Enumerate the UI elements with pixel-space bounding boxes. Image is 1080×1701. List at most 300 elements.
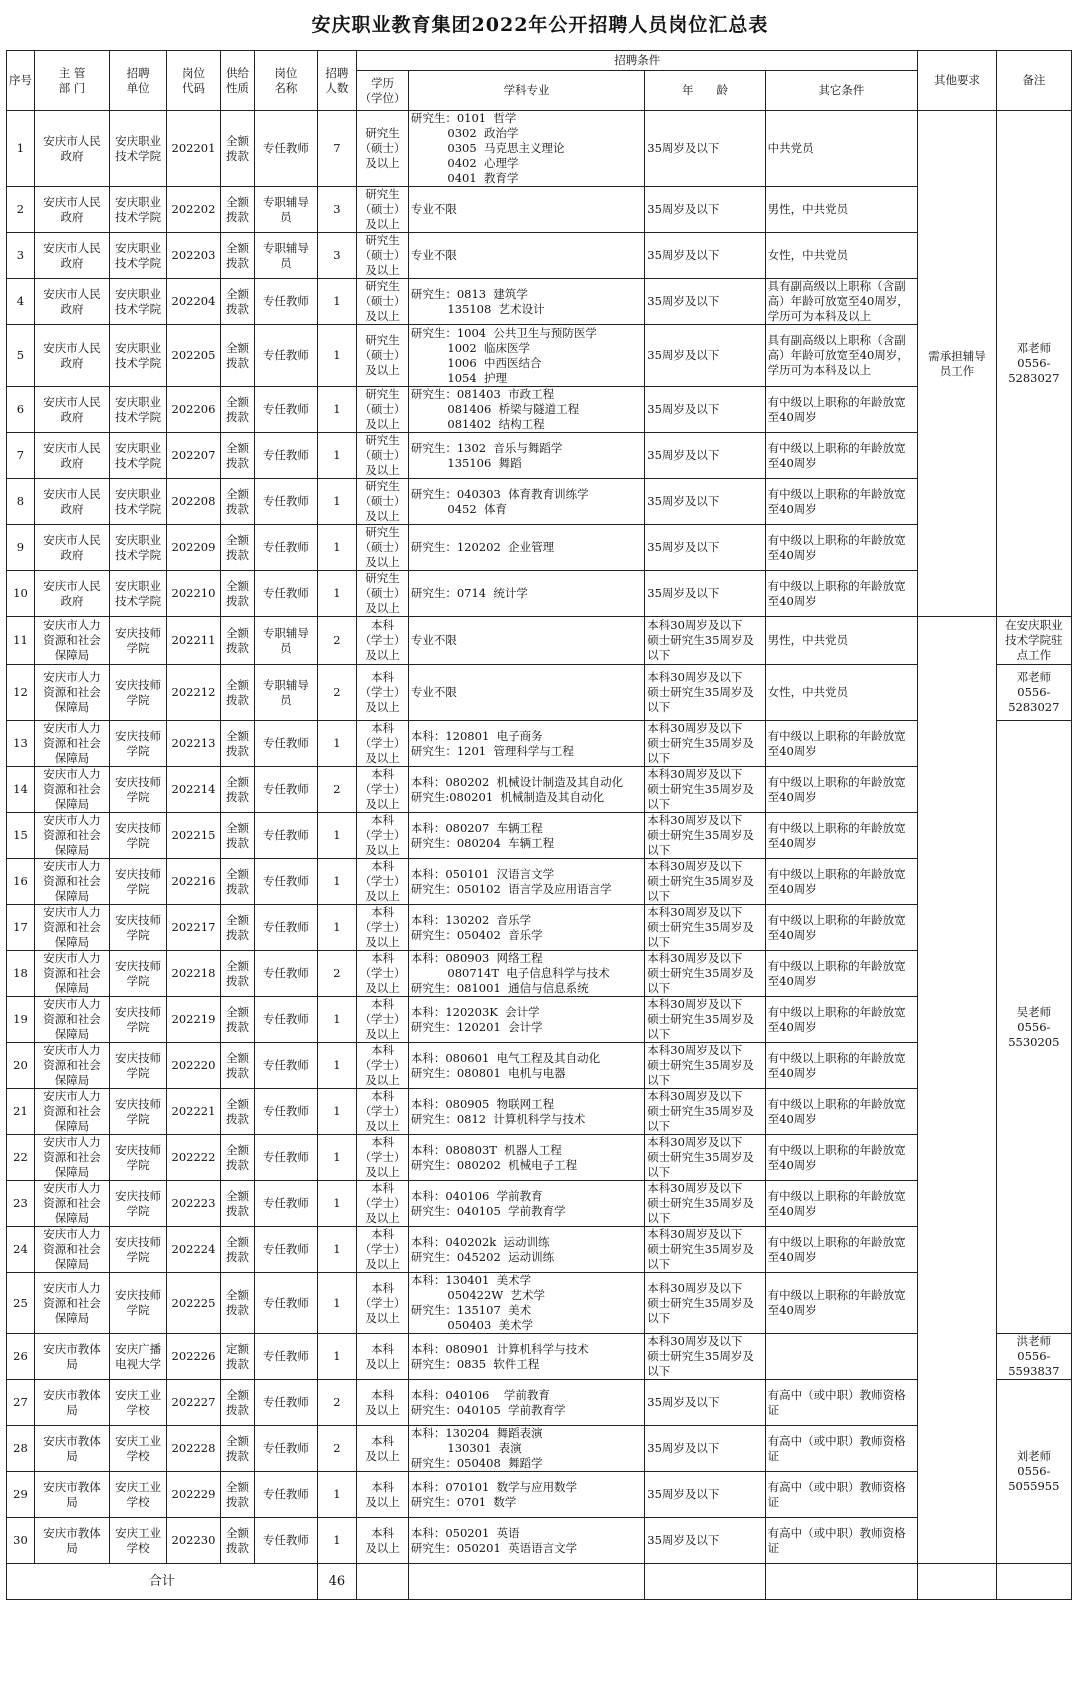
- cell-code: 202211: [167, 617, 221, 665]
- cell-dept: 安庆市教体 局: [34, 1334, 109, 1380]
- cell-unit: 安庆技师 学院: [110, 1181, 167, 1227]
- cell-funding: 全额 拨款: [220, 279, 254, 325]
- cell-code: 202212: [167, 665, 221, 721]
- empty-cell: [996, 1564, 1071, 1600]
- cell-edu: 研究生 （硕士） 及以上: [357, 279, 409, 325]
- cell-funding: 全额 拨款: [220, 479, 254, 525]
- table-row: [7, 1426, 1072, 1472]
- cell-major: 本科：040202k 运动训练 研究生：045202 运动训练: [408, 1227, 644, 1273]
- cell-dept: 安庆市教体 局: [34, 1426, 109, 1472]
- cell-funding: 全额 拨款: [220, 721, 254, 767]
- cell-major: 本科：080905 物联网工程 研究生：0812 计算机科学与技术: [408, 1089, 644, 1135]
- cell-position: 专任教师: [255, 859, 317, 905]
- cell-unit: 安庆技师 学院: [110, 905, 167, 951]
- cell-seq: 23: [7, 1181, 35, 1227]
- cell-seq: 24: [7, 1227, 35, 1273]
- cell-dept: 安庆市人力 资源和社会 保障局: [34, 813, 109, 859]
- cell-seq: 9: [7, 525, 35, 571]
- cell-major: 本科：080207 车辆工程 研究生：080204 车辆工程: [408, 813, 644, 859]
- cell-other-cond: 有高中（或中职）教师资格证: [765, 1472, 918, 1518]
- cell-edu: 研究生 （硕士） 及以上: [357, 479, 409, 525]
- cell-seq: 20: [7, 1043, 35, 1089]
- cell-other-cond: 有中级以上职称的年龄放宽至40周岁: [765, 721, 918, 767]
- cell-count: 2: [317, 617, 357, 665]
- cell-unit: 安庆工业 学校: [110, 1426, 167, 1472]
- cell-seq: 19: [7, 997, 35, 1043]
- cell-other-cond: 有中级以上职称的年龄放宽至40周岁: [765, 1227, 918, 1273]
- cell-funding: 全额 拨款: [220, 1472, 254, 1518]
- header-funding: 供给 性质: [220, 51, 254, 111]
- cell-edu: 本科 （学士） 及以上: [357, 813, 409, 859]
- empty-cell: [918, 1564, 996, 1600]
- cell-position: 专职辅导员: [255, 617, 317, 665]
- cell-funding: 全额 拨款: [220, 1518, 254, 1564]
- cell-position: 专任教师: [255, 1181, 317, 1227]
- cell-dept: 安庆市人民 政府: [34, 279, 109, 325]
- cell-code: 202228: [167, 1426, 221, 1472]
- cell-code: 202201: [167, 111, 221, 187]
- cell-funding: 全额 拨款: [220, 767, 254, 813]
- cell-dept: 安庆市人民 政府: [34, 387, 109, 433]
- cell-other-cond: 有中级以上职称的年龄放宽至40周岁: [765, 1043, 918, 1089]
- cell-age: 35周岁及以下: [645, 571, 765, 617]
- cell-seq: 21: [7, 1089, 35, 1135]
- table-row: [7, 951, 1072, 997]
- cell-seq: 30: [7, 1518, 35, 1564]
- cell-seq: 22: [7, 1135, 35, 1181]
- cell-funding: 全额 拨款: [220, 617, 254, 665]
- cell-dept: 安庆市人民 政府: [34, 571, 109, 617]
- table-row: [7, 1089, 1072, 1135]
- cell-count: 1: [317, 525, 357, 571]
- header-other-cond: 其它条件: [765, 71, 918, 111]
- cell-code: 202209: [167, 525, 221, 571]
- cell-funding: 全额 拨款: [220, 1089, 254, 1135]
- cell-other-cond: 具有副高级以上职称（含副高）年龄可放宽至40周岁，学历可为本科及以上: [765, 325, 918, 387]
- cell-funding: 全额 拨款: [220, 859, 254, 905]
- total-label: 合计: [7, 1564, 318, 1600]
- cell-other-cond: 有中级以上职称的年龄放宽至40周岁: [765, 1135, 918, 1181]
- cell-edu: 本科 （学士） 及以上: [357, 1135, 409, 1181]
- cell-other-cond: 中共党员: [765, 111, 918, 187]
- cell-count: 1: [317, 1043, 357, 1089]
- header-row-1: [7, 51, 1072, 71]
- cell-code: 202220: [167, 1043, 221, 1089]
- cell-major: 研究生：1004 公共卫生与预防医学 1002 临床医学 1006 中西医结合 1054 护理: [408, 325, 644, 387]
- table-row: [7, 1043, 1072, 1089]
- cell-dept: 安庆市人民 政府: [34, 525, 109, 571]
- cell-remarks: 邓老师 0556- 5283027: [996, 665, 1071, 721]
- cell-funding: 全额 拨款: [220, 1135, 254, 1181]
- cell-edu: 本科 （学士） 及以上: [357, 859, 409, 905]
- cell-dept: 安庆市人力 资源和社会 保障局: [34, 767, 109, 813]
- cell-other-cond: 有中级以上职称的年龄放宽至40周岁: [765, 571, 918, 617]
- cell-count: 1: [317, 1089, 357, 1135]
- cell-seq: 5: [7, 325, 35, 387]
- cell-count: 2: [317, 767, 357, 813]
- cell-seq: 17: [7, 905, 35, 951]
- cell-dept: 安庆市教体 局: [34, 1380, 109, 1426]
- cell-code: 202205: [167, 325, 221, 387]
- cell-count: 1: [317, 1181, 357, 1227]
- cell-dept: 安庆市人民 政府: [34, 433, 109, 479]
- cell-age: 35周岁及以下: [645, 233, 765, 279]
- cell-other-cond: 有高中（或中职）教师资格证: [765, 1380, 918, 1426]
- total-count: 46: [317, 1564, 357, 1600]
- cell-unit: 安庆职业 技术学院: [110, 111, 167, 187]
- cell-unit: 安庆技师 学院: [110, 1227, 167, 1273]
- cell-position: 专任教师: [255, 813, 317, 859]
- cell-seq: 29: [7, 1472, 35, 1518]
- cell-count: 1: [317, 1472, 357, 1518]
- cell-seq: 4: [7, 279, 35, 325]
- cell-major: 本科：130204 舞蹈表演 130301 表演 研究生：050408 舞蹈学: [408, 1426, 644, 1472]
- cell-funding: 全额 拨款: [220, 111, 254, 187]
- cell-code: 202204: [167, 279, 221, 325]
- cell-count: 1: [317, 1135, 357, 1181]
- cell-unit: 安庆职业 技术学院: [110, 279, 167, 325]
- cell-unit: 安庆职业 技术学院: [110, 187, 167, 233]
- cell-other-cond: [765, 1334, 918, 1380]
- cell-funding: 全额 拨款: [220, 187, 254, 233]
- cell-age: 本科30周岁及以下 硕士研究生35周岁及 以下: [645, 617, 765, 665]
- cell-position: 专任教师: [255, 905, 317, 951]
- table-row: [7, 233, 1072, 279]
- cell-major: 专业不限: [408, 187, 644, 233]
- cell-age: 本科30周岁及以下 硕士研究生35周岁及 以下: [645, 1227, 765, 1273]
- cell-position: 专任教师: [255, 1089, 317, 1135]
- cell-age: 35周岁及以下: [645, 1380, 765, 1426]
- table-row: [7, 571, 1072, 617]
- cell-dept: 安庆市人民 政府: [34, 111, 109, 187]
- cell-position: 专任教师: [255, 997, 317, 1043]
- cell-major: 本科：130401 美术学 050422W 艺术学 研究生：135107 美术 050403 美术学: [408, 1273, 644, 1334]
- cell-other-cond: 有高中（或中职）教师资格证: [765, 1426, 918, 1472]
- cell-count: 1: [317, 905, 357, 951]
- cell-edu: 本科 及以上: [357, 1518, 409, 1564]
- cell-unit: 安庆技师 学院: [110, 1089, 167, 1135]
- cell-code: 202218: [167, 951, 221, 997]
- cell-other-cond: 有中级以上职称的年龄放宽至40周岁: [765, 813, 918, 859]
- cell-funding: 全额 拨款: [220, 571, 254, 617]
- cell-position: 专任教师: [255, 721, 317, 767]
- cell-edu: 研究生 （硕士） 及以上: [357, 433, 409, 479]
- cell-edu: 研究生 （硕士） 及以上: [357, 325, 409, 387]
- table-row: [7, 433, 1072, 479]
- cell-seq: 14: [7, 767, 35, 813]
- cell-major: 研究生：1302 音乐与舞蹈学 135106 舞蹈: [408, 433, 644, 479]
- table-row: [7, 525, 1072, 571]
- cell-seq: 16: [7, 859, 35, 905]
- cell-funding: 全额 拨款: [220, 1426, 254, 1472]
- table-row: [7, 1227, 1072, 1273]
- cell-code: 202224: [167, 1227, 221, 1273]
- table-row: [7, 325, 1072, 387]
- page-title: 安庆职业教育集团2022年公开招聘人员岗位汇总表: [311, 14, 769, 36]
- cell-seq: 7: [7, 433, 35, 479]
- cell-position: 专任教师: [255, 325, 317, 387]
- header-count: 招聘 人数: [317, 51, 357, 111]
- table-row: [7, 111, 1072, 187]
- table-row: [7, 1273, 1072, 1334]
- cell-remarks: 在安庆职业 技术学院驻 点工作: [996, 617, 1071, 665]
- cell-count: 1: [317, 859, 357, 905]
- cell-other-req: [918, 617, 996, 1564]
- cell-age: 本科30周岁及以下 硕士研究生35周岁及 以下: [645, 1273, 765, 1334]
- cell-position: 专任教师: [255, 1472, 317, 1518]
- cell-dept: 安庆市人力 资源和社会 保障局: [34, 617, 109, 665]
- cell-dept: 安庆市人民 政府: [34, 479, 109, 525]
- header-unit: 招聘 单位: [110, 51, 167, 111]
- cell-other-cond: 有高中（或中职）教师资格证: [765, 1518, 918, 1564]
- cell-seq: 18: [7, 951, 35, 997]
- cell-position: 专任教师: [255, 479, 317, 525]
- cell-other-cond: 有中级以上职称的年龄放宽至40周岁: [765, 1089, 918, 1135]
- cell-count: 1: [317, 571, 357, 617]
- cell-age: 35周岁及以下: [645, 433, 765, 479]
- cell-major: 本科：050101 汉语言文学 研究生：050102 语言学及应用语言学: [408, 859, 644, 905]
- cell-funding: 定额 拨款: [220, 1334, 254, 1380]
- table-row: [7, 997, 1072, 1043]
- cell-unit: 安庆技师 学院: [110, 859, 167, 905]
- cell-count: 1: [317, 279, 357, 325]
- table-row: [7, 1518, 1072, 1564]
- cell-major: 本科：120203K 会计学 研究生：120201 会计学: [408, 997, 644, 1043]
- cell-seq: 6: [7, 387, 35, 433]
- cell-code: 202214: [167, 767, 221, 813]
- table-row: [7, 721, 1072, 767]
- cell-funding: 全额 拨款: [220, 1227, 254, 1273]
- cell-seq: 12: [7, 665, 35, 721]
- cell-age: 本科30周岁及以下 硕士研究生35周岁及 以下: [645, 859, 765, 905]
- table-row: [7, 905, 1072, 951]
- total-row: [7, 1564, 1072, 1600]
- cell-funding: 全额 拨款: [220, 1273, 254, 1334]
- cell-unit: 安庆技师 学院: [110, 665, 167, 721]
- cell-other-cond: 男性，中共党员: [765, 617, 918, 665]
- cell-code: 202203: [167, 233, 221, 279]
- cell-other-cond: 有中级以上职称的年龄放宽至40周岁: [765, 433, 918, 479]
- cell-age: 本科30周岁及以下 硕士研究生35周岁及 以下: [645, 905, 765, 951]
- cell-position: 专任教师: [255, 1426, 317, 1472]
- cell-position: 专任教师: [255, 1227, 317, 1273]
- cell-dept: 安庆市人力 资源和社会 保障局: [34, 951, 109, 997]
- cell-major: 本科：120801 电子商务 研究生：1201 管理科学与工程: [408, 721, 644, 767]
- cell-unit: 安庆工业 学校: [110, 1518, 167, 1564]
- cell-dept: 安庆市人力 资源和社会 保障局: [34, 997, 109, 1043]
- cell-code: 202221: [167, 1089, 221, 1135]
- cell-seq: 1: [7, 111, 35, 187]
- cell-seq: 25: [7, 1273, 35, 1334]
- table-row: [7, 767, 1072, 813]
- cell-major: 本科：070101 数学与应用数学 研究生：0701 数学: [408, 1472, 644, 1518]
- cell-edu: 本科 （学士） 及以上: [357, 767, 409, 813]
- cell-funding: 全额 拨款: [220, 525, 254, 571]
- cell-dept: 安庆市人力 资源和社会 保障局: [34, 665, 109, 721]
- cell-code: 202207: [167, 433, 221, 479]
- cell-major: 研究生：0813 建筑学 135108 艺术设计: [408, 279, 644, 325]
- cell-dept: 安庆市人力 资源和社会 保障局: [34, 905, 109, 951]
- cell-other-cond: 有中级以上职称的年龄放宽至40周岁: [765, 859, 918, 905]
- cell-other-cond: 女性，中共党员: [765, 233, 918, 279]
- cell-unit: 安庆职业 技术学院: [110, 433, 167, 479]
- cell-other-cond: 有中级以上职称的年龄放宽至40周岁: [765, 479, 918, 525]
- cell-code: 202202: [167, 187, 221, 233]
- table-row: [7, 1380, 1072, 1426]
- cell-unit: 安庆技师 学院: [110, 951, 167, 997]
- cell-count: 1: [317, 433, 357, 479]
- cell-count: 7: [317, 111, 357, 187]
- cell-age: 35周岁及以下: [645, 525, 765, 571]
- cell-dept: 安庆市人民 政府: [34, 325, 109, 387]
- table-row: [7, 479, 1072, 525]
- cell-dept: 安庆市教体 局: [34, 1472, 109, 1518]
- cell-position: 专任教师: [255, 571, 317, 617]
- cell-major: 研究生：040303 体育教育训练学 0452 体育: [408, 479, 644, 525]
- cell-unit: 安庆技师 学院: [110, 1273, 167, 1334]
- cell-edu: 本科 （学士） 及以上: [357, 1089, 409, 1135]
- cell-edu: 本科 （学士） 及以上: [357, 1227, 409, 1273]
- cell-position: 专任教师: [255, 767, 317, 813]
- cell-age: 本科30周岁及以下 硕士研究生35周岁及 以下: [645, 1181, 765, 1227]
- cell-unit: 安庆技师 学院: [110, 767, 167, 813]
- cell-major: 研究生：081403 市政工程 081406 桥梁与隧道工程 081402 结构工程: [408, 387, 644, 433]
- cell-age: 35周岁及以下: [645, 1426, 765, 1472]
- header-seq: 序号: [7, 51, 35, 111]
- cell-remarks: 刘老师 0556- 5055955: [996, 1380, 1071, 1564]
- cell-dept: 安庆市人力 资源和社会 保障局: [34, 1135, 109, 1181]
- cell-code: 202216: [167, 859, 221, 905]
- table-row: [7, 1135, 1072, 1181]
- cell-position: 专任教师: [255, 433, 317, 479]
- cell-dept: 安庆市人力 资源和社会 保障局: [34, 1043, 109, 1089]
- cell-age: 本科30周岁及以下 硕士研究生35周岁及 以下: [645, 997, 765, 1043]
- cell-age: 35周岁及以下: [645, 279, 765, 325]
- cell-funding: 全额 拨款: [220, 1181, 254, 1227]
- table-row: [7, 1181, 1072, 1227]
- cell-other-cond: 有中级以上职称的年龄放宽至40周岁: [765, 387, 918, 433]
- cell-unit: 安庆技师 学院: [110, 1043, 167, 1089]
- cell-age: 本科30周岁及以下 硕士研究生35周岁及 以下: [645, 1334, 765, 1380]
- cell-remarks: 吴老师 0556- 5530205: [996, 721, 1071, 1334]
- cell-seq: 10: [7, 571, 35, 617]
- cell-seq: 11: [7, 617, 35, 665]
- cell-major: 本科：080202 机械设计制造及其自动化 研究生:080201 机械制造及其自动化: [408, 767, 644, 813]
- header-dept: 主 管 部 门: [34, 51, 109, 111]
- cell-dept: 安庆市人力 资源和社会 保障局: [34, 1181, 109, 1227]
- cell-age: 本科30周岁及以下 硕士研究生35周岁及 以下: [645, 951, 765, 997]
- cell-unit: 安庆技师 学院: [110, 617, 167, 665]
- cell-funding: 全额 拨款: [220, 1380, 254, 1426]
- cell-major: 研究生：0101 哲学 0302 政治学 0305 马克思主义理论 0402 心理学 0401 教育学: [408, 111, 644, 187]
- cell-count: 2: [317, 1380, 357, 1426]
- cell-remarks: 洪老师 0556- 5593837: [996, 1334, 1071, 1380]
- cell-other-cond: 有中级以上职称的年龄放宽至40周岁: [765, 905, 918, 951]
- cell-seq: 8: [7, 479, 35, 525]
- cell-other-cond: 有中级以上职称的年龄放宽至40周岁: [765, 1273, 918, 1334]
- cell-count: 1: [317, 1227, 357, 1273]
- cell-code: 202229: [167, 1472, 221, 1518]
- cell-count: 2: [317, 1426, 357, 1472]
- cell-major: 本科：080601 电气工程及其自动化 研究生：080801 电机与电器: [408, 1043, 644, 1089]
- cell-major: 专业不限: [408, 617, 644, 665]
- header-age: 年 龄: [645, 71, 765, 111]
- header-edu: 学历 （学位）: [357, 71, 409, 111]
- cell-code: 202213: [167, 721, 221, 767]
- cell-position: 专职辅导员: [255, 233, 317, 279]
- cell-code: 202225: [167, 1273, 221, 1334]
- cell-other-cond: 有中级以上职称的年龄放宽至40周岁: [765, 767, 918, 813]
- cell-major: 本科：080901 计算机科学与技术 研究生：0835 软件工程: [408, 1334, 644, 1380]
- cell-seq: 28: [7, 1426, 35, 1472]
- cell-edu: 本科 及以上: [357, 1334, 409, 1380]
- table-row: [7, 187, 1072, 233]
- cell-count: 1: [317, 721, 357, 767]
- recruitment-table: [6, 50, 1072, 1600]
- cell-unit: 安庆职业 技术学院: [110, 479, 167, 525]
- cell-seq: 15: [7, 813, 35, 859]
- cell-seq: 3: [7, 233, 35, 279]
- cell-major: 本科：080903 网络工程 080714T 电子信息科学与技术 研究生：081001 通信与信息系统: [408, 951, 644, 997]
- header-code: 岗位 代码: [167, 51, 221, 111]
- cell-funding: 全额 拨款: [220, 233, 254, 279]
- cell-age: 本科30周岁及以下 硕士研究生35周岁及 以下: [645, 767, 765, 813]
- cell-edu: 研究生 （硕士） 及以上: [357, 525, 409, 571]
- cell-age: 35周岁及以下: [645, 325, 765, 387]
- cell-age: 本科30周岁及以下 硕士研究生35周岁及 以下: [645, 721, 765, 767]
- cell-edu: 本科 （学士） 及以上: [357, 905, 409, 951]
- cell-dept: 安庆市人民 政府: [34, 233, 109, 279]
- cell-unit: 安庆工业 学校: [110, 1380, 167, 1426]
- table-row: [7, 813, 1072, 859]
- cell-edu: 本科 （学士） 及以上: [357, 1043, 409, 1089]
- cell-count: 1: [317, 479, 357, 525]
- cell-edu: 研究生 （硕士） 及以上: [357, 387, 409, 433]
- empty-cell: [645, 1564, 765, 1600]
- cell-position: 专任教师: [255, 951, 317, 997]
- cell-count: 2: [317, 951, 357, 997]
- cell-age: 35周岁及以下: [645, 1518, 765, 1564]
- header-conditions: 招聘条件: [357, 51, 918, 71]
- cell-count: 1: [317, 1334, 357, 1380]
- empty-cell: [357, 1564, 409, 1600]
- header-major: 学科专业: [408, 71, 644, 111]
- cell-funding: 全额 拨款: [220, 387, 254, 433]
- cell-dept: 安庆市人民 政府: [34, 187, 109, 233]
- cell-age: 本科30周岁及以下 硕士研究生35周岁及 以下: [645, 1089, 765, 1135]
- cell-dept: 安庆市人力 资源和社会 保障局: [34, 1273, 109, 1334]
- cell-age: 本科30周岁及以下 硕士研究生35周岁及 以下: [645, 813, 765, 859]
- cell-age: 35周岁及以下: [645, 187, 765, 233]
- cell-edu: 研究生 （硕士） 及以上: [357, 571, 409, 617]
- cell-major: 本科：080803T 机器人工程 研究生：080202 机械电子工程: [408, 1135, 644, 1181]
- cell-edu: 本科 （学士） 及以上: [357, 997, 409, 1043]
- header-remarks: 备注: [996, 51, 1071, 111]
- cell-code: 202217: [167, 905, 221, 951]
- cell-count: 1: [317, 387, 357, 433]
- cell-age: 35周岁及以下: [645, 479, 765, 525]
- cell-code: 202226: [167, 1334, 221, 1380]
- cell-unit: 安庆职业 技术学院: [110, 571, 167, 617]
- cell-edu: 本科 及以上: [357, 1380, 409, 1426]
- cell-unit: 安庆技师 学院: [110, 997, 167, 1043]
- cell-edu: 本科 及以上: [357, 1472, 409, 1518]
- cell-edu: 研究生 （硕士） 及以上: [357, 111, 409, 187]
- cell-edu: 研究生 （硕士） 及以上: [357, 187, 409, 233]
- cell-major: 专业不限: [408, 233, 644, 279]
- empty-cell: [408, 1564, 644, 1600]
- cell-age: 本科30周岁及以下 硕士研究生35周岁及 以下: [645, 1135, 765, 1181]
